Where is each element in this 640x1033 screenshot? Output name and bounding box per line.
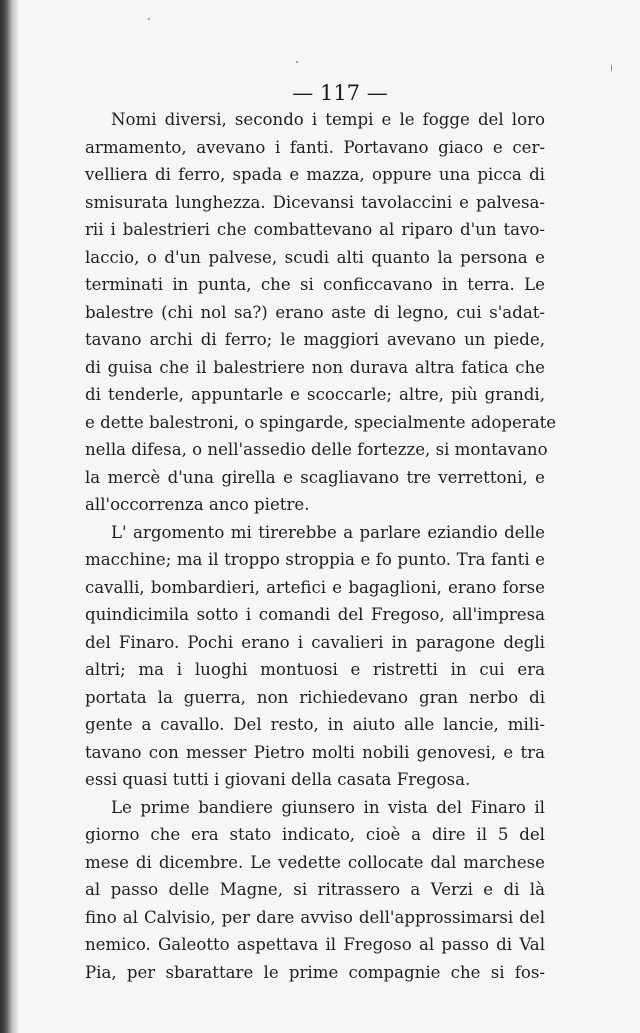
text-line: e dette balestroni, o spingarde, specialmente adoperate bbox=[85, 412, 557, 432]
binding-edge bbox=[0, 0, 18, 1033]
text-line: macchine; ma il troppo stroppia e fo punto. Tra fanti e bbox=[85, 550, 545, 569]
text-line: balestre (chi nol sa?) erano aste di legno, cui s'adat- bbox=[85, 302, 545, 322]
paragraph-1 bbox=[85, 106, 557, 519]
text-line: cavalli, bombardieri, artefici e bagaglioni, erano forse bbox=[85, 577, 545, 597]
text-line: giorno che era stato indicato, cioè a dire il 5 del bbox=[85, 825, 545, 844]
text-line: L' argomento mi tirerebbe a parlare eziandio delle bbox=[111, 522, 545, 542]
text-line: essi quasi tutti i giovani della casata Fregosa. bbox=[85, 770, 471, 789]
text-line: all'occorrenza anco pietre. bbox=[85, 495, 310, 514]
text-line: la mercè d'una girella e scagliavano tre verrettoni, e bbox=[85, 467, 545, 487]
text-line: nella difesa, o nell'assedio delle fortezze, si montavano bbox=[85, 440, 548, 459]
text-line: smisurata lunghezza. Dicevansi tavolaccini e palvesa- bbox=[85, 192, 545, 212]
text-line: rii i balestrieri che combattevano al riparo d'un tavo- bbox=[85, 220, 545, 239]
text-line: di tenderle, appuntarle e scoccarle; altre, più grandi, bbox=[85, 385, 545, 404]
text-line: del Finaro. Pochi erano i cavalieri in paragone degli bbox=[85, 632, 545, 652]
page-number: — 117 — bbox=[292, 81, 388, 105]
text-line: Pia, per sbarattare le prime compagnie che si fos- bbox=[85, 962, 545, 982]
text-line: tavano con messer Pietro molti nobili genovesi, e tra bbox=[85, 742, 545, 762]
text-line: armamento, avevano i fanti. Portavano giaco e cer- bbox=[85, 137, 545, 157]
text-line: di guisa che il balestriere non durava altra fatica che bbox=[85, 357, 545, 377]
text-line: nemico. Galeotto aspettava il Fregoso al passo di Val bbox=[85, 935, 545, 954]
text-line: laccio, o d'un palvese, scudi alti quanto la persona e bbox=[85, 247, 545, 267]
paper-speck bbox=[611, 64, 612, 72]
text-line: tavano archi di ferro; le maggiori avevano un piede, bbox=[85, 330, 545, 349]
paragraph-2 bbox=[85, 519, 545, 794]
paragraph-3 bbox=[85, 794, 545, 987]
body-text bbox=[85, 106, 557, 986]
text-line: fino al Calvisio, per dare avviso dell'approssimarsi del bbox=[85, 907, 545, 927]
text-line: mese di dicembre. Le vedette collocate dal marchese bbox=[85, 852, 545, 872]
text-line: al passo delle Magne, si ritrassero a Verzi e di là bbox=[85, 880, 545, 899]
text-line: Le prime bandiere giunsero in vista del Finaro il bbox=[111, 797, 545, 817]
text-line: terminati in punta, che si conficcavano in terra. Le bbox=[85, 275, 545, 294]
text-line: velliera di ferro, spada e mazza, oppure una picca di bbox=[85, 165, 545, 184]
text-line: gente a cavallo. Del resto, in aiuto alle lancie, mili- bbox=[85, 715, 545, 734]
paper-speck bbox=[296, 61, 298, 63]
text-line: quindicimila sotto i comandi del Fregoso, all'impresa bbox=[85, 605, 545, 624]
text-line: portata la guerra, non richiedevano gran nerbo di bbox=[85, 687, 545, 707]
text-line: Nomi diversi, secondo i tempi e le fogge del loro bbox=[111, 110, 545, 129]
paper-speck bbox=[148, 18, 150, 20]
text-line: altri; ma i luoghi montuosi e ristretti in cui era bbox=[85, 660, 545, 679]
